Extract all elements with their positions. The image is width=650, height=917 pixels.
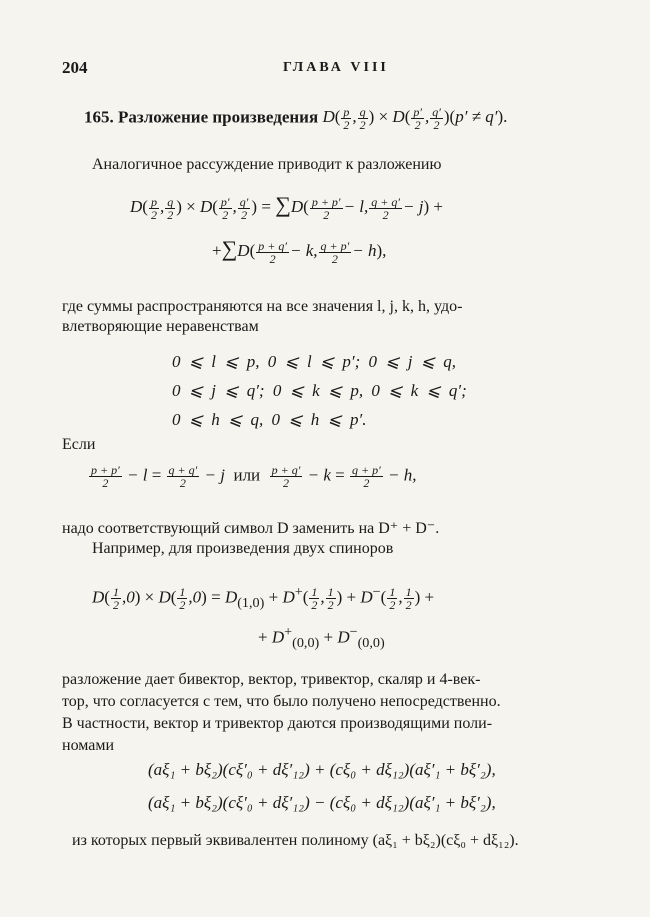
paragraph-6-line2: тор, что согласуется с тем, что было получено непосредственно. — [62, 693, 501, 710]
paragraph-6-line3: В частности, вектор и тривектор даются производящими поли- — [62, 715, 493, 732]
decomposition-formula-line2: +∑D( $\frac{p + q'}{2}$ − k, $\frac{q + p'}{2}$ − h), — [212, 236, 387, 266]
paragraph-2-line1: где суммы распространяются на все значения l, j, k, h, удо- — [62, 298, 463, 315]
polynomial-2: (aξ₁ + bξ₂)(cξ′₀ + dξ′₁₂) − (cξ₀ + dξ₁₂)(aξ′₁ + bξ′₂), — [148, 793, 496, 812]
paragraph-5: Например, для произведения двух спиноров — [92, 540, 394, 557]
paragraph-6-line4: номами — [62, 737, 115, 754]
paragraph-6-line1: разложение дает бивектор, вектор, тривектор, скаляр и 4-век- — [62, 671, 481, 688]
or-word: или — [233, 465, 261, 485]
section-heading — [84, 106, 507, 131]
inequalities-row-3: 0 ⩽ h ⩽ q, 0 ⩽ h ⩽ p′. — [172, 410, 367, 429]
condition-formula: $\frac{p + p'}{2}$ − l = $\frac{q + q'}{2}$ − j или $\frac{p + q'}{2}$ − k = $\frac{q + p'}{2}$ − h, — [91, 463, 417, 490]
paragraph-2-line2: влетворяющие неравенствам — [62, 318, 259, 335]
polynomial-1: (aξ₁ + bξ₂)(cξ′₀ + dξ′₁₂) + (cξ₀ + dξ₁₂)(aξ′₁ + bξ′₂), — [148, 760, 496, 779]
inequalities-row-1: 0 ⩽ l ⩽ p, 0 ⩽ l ⩽ p′; 0 ⩽ j ⩽ q, — [172, 352, 457, 371]
inequalities-row-2: 0 ⩽ j ⩽ q′; 0 ⩽ k ⩽ p, 0 ⩽ k ⩽ q′; — [172, 381, 467, 400]
decomposition-formula-line1: D( $\frac{p}{2}$ , $\frac{q}{2}$ ) × D( $\frac{p'}{2}$ , $\frac{q'}{2}$ ) = ∑D( $\frac{p + p'}{2}$ − l, $\frac{q + q'}{2}$ − j) + — [130, 192, 443, 222]
paragraph-1: Аналогичное рассуждение приводит к разложению — [92, 156, 442, 173]
spinor-formula-line2: + $D^+_{(0,0)} + D^-_{(0,0)}$ — [258, 624, 385, 652]
paragraph-4: надо соответствующий символ D заменить на D⁺ + D⁻. — [62, 520, 440, 537]
section-title-math: D( $\frac{p}{2}$ , $\frac{q}{2}$ ) × D( $\frac{p'}{2}$ , $\frac{q'}{2}$ )(p′ ≠ q′). — [322, 105, 508, 132]
chapter-header: ГЛАВА VIII — [283, 60, 389, 75]
page-number: 204 — [62, 58, 88, 77]
spinor-formula-line1: D( $\frac{1}{2}$ ,0) × D( $\frac{1}{2}$ $,0) = D_{(1,0)} + D^+$( $\frac{1}{2}$ , $\frac{1}{2}$ ) + D−( $\frac{1}{2}$ , $\frac{1}{2}$ ) + — [92, 584, 435, 613]
section-title: 165. Разложение произведения — [84, 107, 319, 127]
paragraph-7: из которых первый эквивалентен полиному (aξ₁ + bξ₂)(cξ₀ + dξ₁₂). — [72, 832, 519, 849]
paragraph-3: Если — [62, 436, 96, 453]
